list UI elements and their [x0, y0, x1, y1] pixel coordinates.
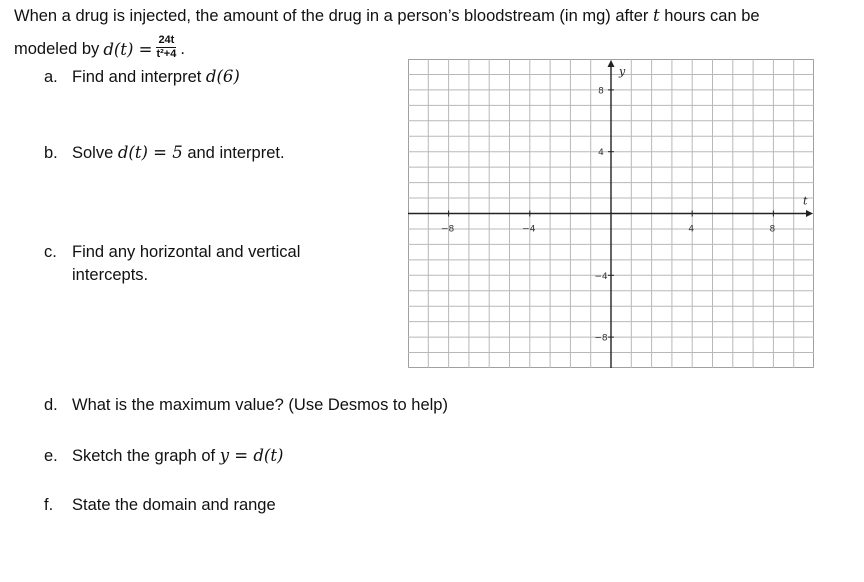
question-b-text-a: Solve — [72, 144, 118, 162]
question-a-math: d(6) — [205, 67, 240, 86]
intro-variable-t: t — [652, 6, 660, 25]
y-tick-label: −4 — [594, 271, 608, 282]
question-c-line1: Find any horizontal and vertical — [72, 243, 301, 261]
question-e-text: Sketch the graph of — [72, 447, 220, 465]
intro-text-a: When a drug is injected, the amount of the drug in a person’s bloodstream (in mg) after — [14, 7, 653, 25]
fraction-denominator: t²+4 — [156, 48, 177, 60]
intro-period: . — [180, 40, 185, 58]
function-definition: d(t) = — [103, 40, 153, 59]
question-d-text: What is the maximum value? (Use Desmos to help) — [72, 396, 448, 414]
fraction-numerator: 24t — [158, 34, 175, 46]
x-tick-label: 4 — [688, 224, 695, 235]
x-tick-label: −8 — [440, 224, 455, 235]
y-axis-label: y — [619, 65, 626, 78]
y-tick-label: −8 — [594, 333, 608, 344]
question-e-math: y = d(t) — [219, 446, 284, 465]
question-a-text: Find and interpret — [72, 68, 206, 86]
y-tick-label: 8 — [598, 86, 604, 97]
question-e — [44, 446, 283, 466]
question-c-label: c. — [44, 243, 57, 261]
x-axis-label: t — [803, 194, 808, 208]
y-tick-label: 4 — [598, 148, 604, 159]
question-c — [44, 243, 300, 262]
question-f-label: f. — [44, 496, 54, 514]
question-d-label: d. — [44, 396, 58, 414]
intro-text-b: hours can be — [659, 7, 760, 25]
problem-intro-line2 — [14, 36, 185, 63]
intro-text-c: modeled by — [14, 40, 100, 58]
x-tick-label: 8 — [769, 224, 776, 235]
question-b-math: d(t) = 5 — [117, 143, 183, 162]
question-a-label: a. — [44, 68, 58, 86]
question-f-text: State the domain and range — [72, 496, 276, 514]
coordinate-grid-svg — [408, 59, 814, 368]
question-c-line2: intercepts. — [72, 266, 149, 284]
question-f — [44, 496, 276, 515]
question-d — [44, 396, 448, 415]
question-e-label: e. — [44, 447, 58, 465]
question-b-label: b. — [44, 144, 58, 162]
question-b-text-b: and interpret. — [182, 144, 285, 162]
function-fraction — [154, 34, 178, 61]
question-a — [44, 67, 240, 87]
question-b — [44, 143, 285, 163]
x-tick-label: −4 — [522, 224, 536, 235]
coordinate-grid — [408, 59, 814, 368]
problem-intro-line1 — [14, 6, 760, 26]
